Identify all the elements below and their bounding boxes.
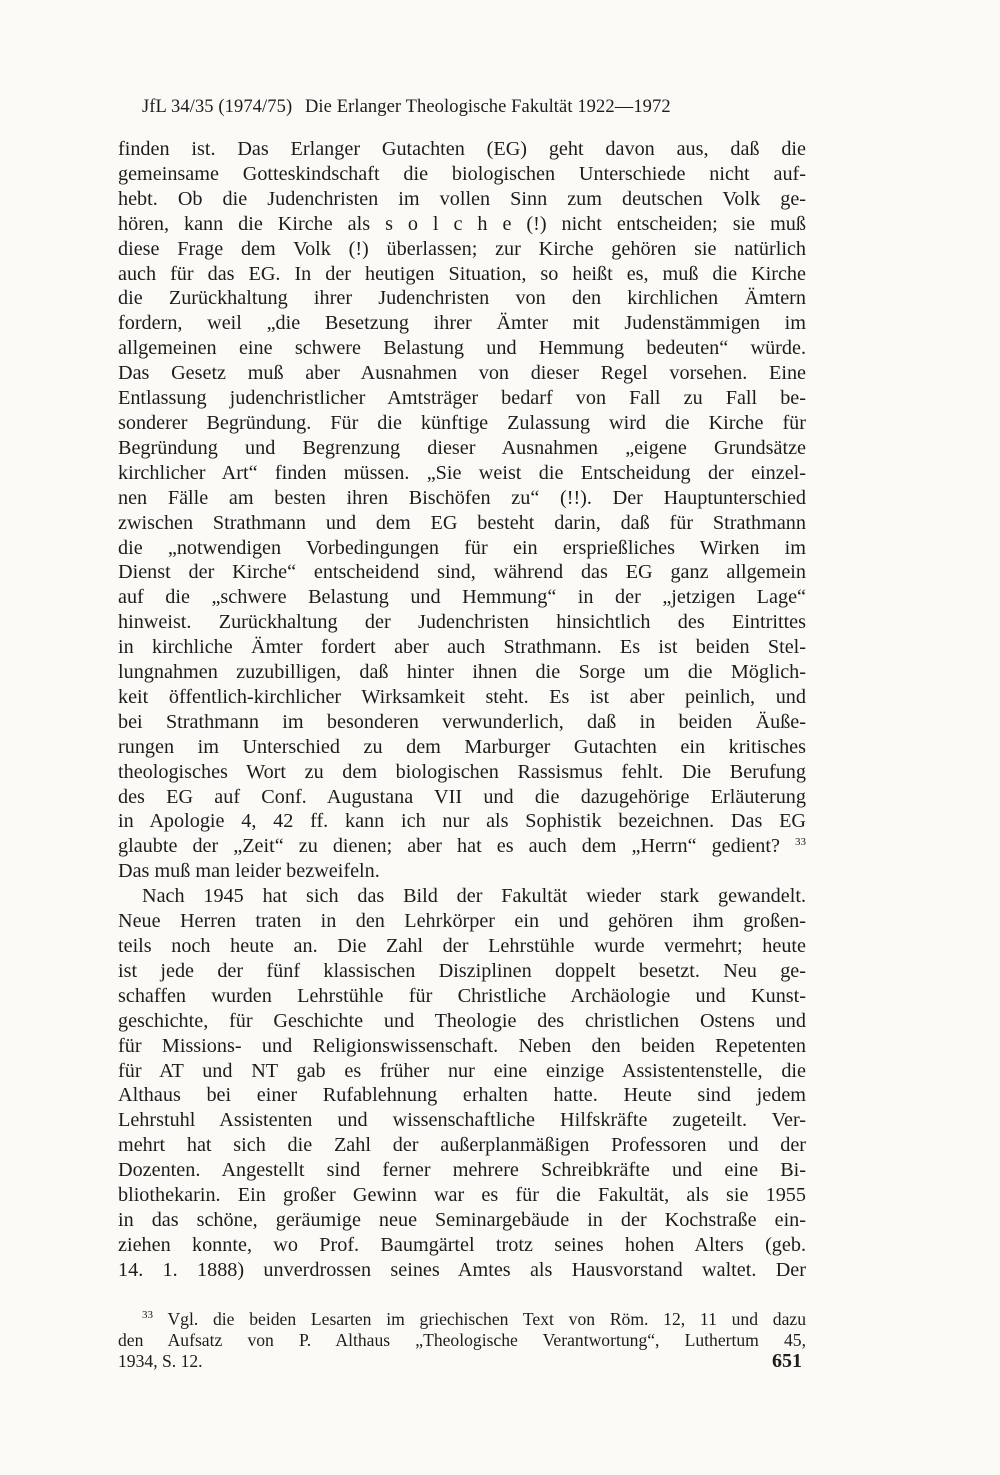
text-line: die „notwendigen Vorbedingungen für ein ersprießliches Wirken im (118, 536, 806, 559)
text-line: Lehrstuhl Assistenten und wissenschaftliche Hilfskräfte zugeteilt. Ver- (118, 1109, 806, 1132)
text-line: des EG auf Conf. Augustana VII und die dazugehörige Erläuterung (118, 785, 806, 808)
running-head (142, 95, 806, 119)
text-line: hören, kann die Kirche als s o l c h e (!) nicht entscheiden; sie muß (118, 212, 806, 235)
text-line: allgemeinen eine schwere Belastung und Hemmung bedeuten“ würde. (118, 337, 806, 360)
text-line: sonderer Begründung. Für die künftige Zulassung wird die Kirche für (118, 411, 806, 434)
body-text (118, 137, 806, 1283)
text-line: Althaus bei einer Rufablehnung erhalten hatte. Heute sind jedem (118, 1084, 806, 1107)
page (118, 95, 806, 1372)
footnote-spacer (118, 1283, 806, 1309)
text-line: ziehen konnte, wo Prof. Baumgärtel trotz seines hohen Alters (geb. (118, 1233, 806, 1256)
text-line: geschichte, für Geschichte und Theologie des christlichen Ostens und (118, 1009, 806, 1032)
footnote-line: den Aufsatz von P. Althaus „Theologische Verantwortung“, Luthertum 45, (118, 1329, 806, 1350)
text-line: lungnahmen zuzubilligen, daß hinter ihnen die Sorge um die Möglich- (118, 661, 806, 684)
text-line: für AT und NT gab es früher nur eine einzige Assistentenstelle, die (118, 1059, 806, 1082)
text-line: zwischen Strathmann und dem EG besteht darin, daß für Strathmann (118, 511, 806, 534)
text-line: Dienst der Kirche“ entscheidend sind, während das EG ganz allgemein (118, 561, 806, 584)
text-line: in Apologie 4, 42 ff. kann ich nur als Sophistik bezeichnen. Das EG (118, 810, 806, 833)
text-line: bei Strathmann im besonderen verwunderlich, daß in beiden Äuße- (118, 710, 806, 733)
text-line: die Zurückhaltung ihrer Judenchristen von den kirchlichen Ämtern (118, 287, 806, 310)
text-line: diese Frage dem Volk (!) überlassen; zur Kirche gehören sie natürlich (118, 237, 806, 260)
text-line: mehrt hat sich die Zahl der außerplanmäßigen Professoren und der (118, 1134, 806, 1157)
text-line-with-footnote (118, 834, 806, 859)
paragraph-first-line: Nach 1945 hat sich das Bild der Fakultät wieder stark gewandelt. (142, 885, 806, 908)
text-line: in das schöne, geräumige neue Seminargebäude in der Kochstraße ein- (118, 1208, 806, 1231)
text-line: rungen im Unterschied zu dem Marburger Gutachten ein kritisches (118, 735, 806, 758)
text-line: teils noch heute an. Die Zahl der Lehrstühle wurde vermehrt; heute (118, 935, 806, 957)
text-line: auf die „schwere Belastung und Hemmung“ in der „jetzigen Lage“ (118, 586, 806, 609)
text-line: bliothekarin. Ein großer Gewinn war es für die Fakultät, als sie 1955 (118, 1184, 806, 1207)
text-line: Das Gesetz muß aber Ausnahmen von dieser Regel vorsehen. Eine (118, 362, 806, 385)
text-line: Dozenten. Angestellt sind ferner mehrere Schreibkräfte und eine Bi- (118, 1159, 806, 1182)
text-line: nen Fälle am besten ihren Bischöfen zu“ (!!). Der Hauptunterschied (118, 486, 806, 509)
text-line: für Missions- und Religionswissenschaft. Neben den beiden Repetenten (118, 1034, 806, 1057)
text-line: hinweist. Zurückhaltung der Judenchristen hinsichtlich des Eintrittes (118, 611, 806, 634)
footnote-line (118, 1309, 806, 1330)
text-line: Begründung und Begrenzung dieser Ausnahmen „eigene Grundsätze (118, 436, 806, 459)
text-line: 14. 1. 1888) unverdrossen seines Amtes als Hausvorstand waltet. Der (118, 1258, 806, 1281)
text-line: in kirchliche Ämter fordert aber auch Strathmann. Es ist beiden Stel- (118, 636, 806, 659)
text-line: auch für das EG. In der heutigen Situation, so heißt es, muß die Kirche (118, 262, 806, 285)
text-line: Entlassung judenchristlicher Amtsträger bedarf von Fall zu Fall be- (118, 387, 806, 410)
text-line: kirchlicher Art“ finden müssen. „Sie weist die Entscheidung der einzel- (118, 461, 806, 484)
footnote (118, 1309, 806, 1372)
journal-reference: JfL 34/35 (1974/75) (142, 97, 293, 117)
text-line: theologisches Wort zu dem biologischen Rassismus fehlt. Die Berufung (118, 760, 806, 783)
text-line: keit öffentlich-kirchlicher Wirksamkeit steht. Es ist aber peinlich, und (118, 685, 806, 708)
text-line: finden ist. Das Erlanger Gutachten (EG) geht davon aus, daß die (118, 138, 806, 160)
footnote-line: 1934, S. 12. (118, 1350, 203, 1371)
text-line-content: glaubte der „Zeit“ zu dienen; aber hat es auch dem „Herrn“ gedient? (118, 835, 780, 858)
text-line: hebt. Ob die Judenchristen im vollen Sinn zum deutschen Volk ge- (118, 187, 806, 210)
text-line: Das muß man leider bezweifeln. (118, 860, 380, 883)
text-line: Neue Herren traten in den Lehrkörper ein und gehören ihm großen- (118, 910, 806, 933)
text-line: ist jede der fünf klassischen Disziplinen doppelt besetzt. Neu ge- (118, 959, 806, 982)
page-number: 651 (772, 1350, 802, 1372)
footnote-number: 33 (142, 1308, 153, 1321)
footnote-reference[interactable]: 33 (795, 836, 807, 849)
article-title: Die Erlanger Theologische Fakultät 1922—1972 (304, 97, 671, 117)
text-line: schaffen wurden Lehrstühle für Christliche Archäologie und Kunst- (118, 984, 806, 1007)
text-line: gemeinsame Gotteskindschaft die biologischen Unterschiede nicht auf- (118, 162, 806, 185)
footnote-text: Vgl. die beiden Lesarten im griechischen Text von Röm. 12, 11 und dazu (167, 1308, 806, 1329)
text-line: fordern, weil „die Besetzung ihrer Ämter mit Judenstämmigen im (118, 312, 806, 335)
